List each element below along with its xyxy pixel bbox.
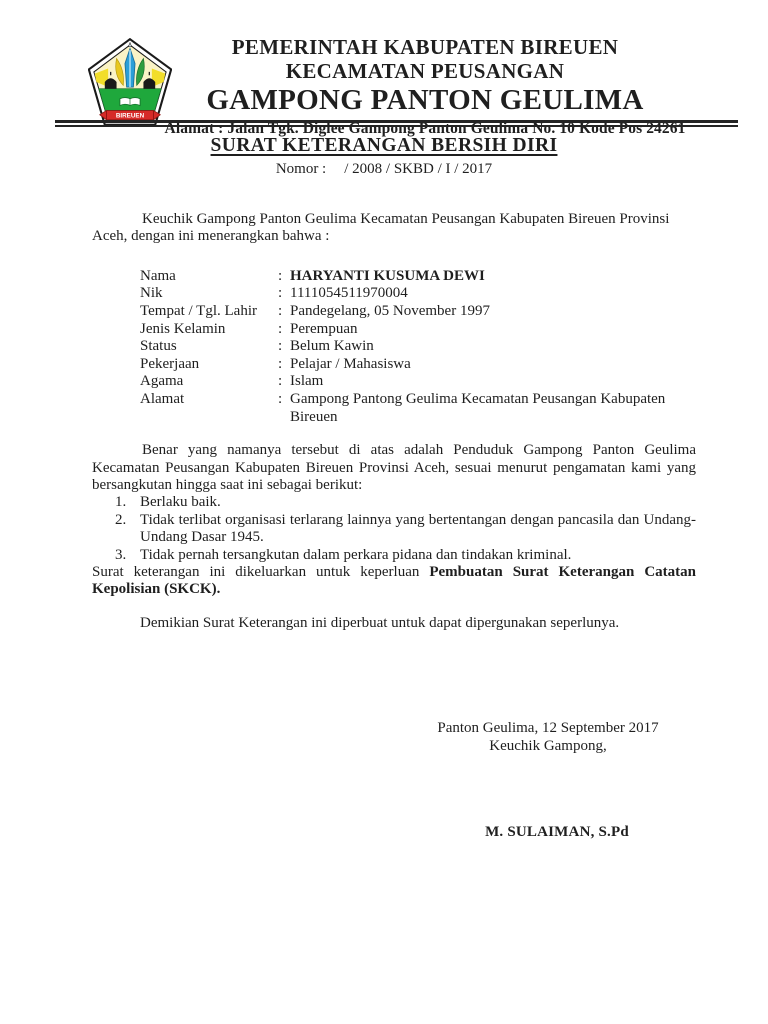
field-value-ttl: Pandegelang, 05 November 1997 (290, 303, 490, 319)
document-number-line (0, 161, 768, 178)
government-name: PEMERINTAH KABUPATEN BIREUEN (231, 35, 619, 59)
field-value-nik: 1111054511970004 (290, 285, 408, 302)
field-colon: : (278, 390, 283, 407)
purpose-paragraph (92, 564, 696, 599)
list-item (92, 547, 696, 564)
field-colon: : (278, 338, 283, 355)
nomor-label: Nomor : (275, 161, 327, 177)
purpose-bold-text: Pembuatan Surat Keterangan Catatan Kepolisian (SKCK). (92, 564, 696, 598)
list-item-text: Tidak terlibat organisasi terlarang lainnya yang bertentangan dengan pancasila dan Undang-Undang Dasar 1945. (140, 511, 696, 546)
field-label: Tempat / Tgl. Lahir (140, 303, 257, 319)
statement-paragraph: Benar yang namanya tersebut di atas adalah Penduduk Gampong Panton Geulima Kecamatan Peusangan Kabupaten Bireuen Provinsi Aceh, sesuai menurut pengamatan kami yang bersangkutan hingga saat ini sebagai berikut: (92, 442, 696, 493)
field-label: Alamat (140, 390, 185, 407)
field-colon: : (278, 267, 283, 284)
nomor-value: / 2008 / SKBD / I / 2017 (344, 161, 493, 177)
list-number: 3. (115, 546, 127, 563)
bireuen-seal-icon (88, 38, 172, 126)
field-label: Jenis Kelamin (140, 320, 226, 337)
title-block (0, 135, 768, 178)
field-label: Nama (140, 267, 176, 284)
signature-name: M. SULAIMAN, S.Pd (485, 824, 629, 840)
field-value-agama: Islam (290, 373, 324, 390)
field-label: Agama (140, 373, 184, 390)
field-colon: : (278, 355, 283, 372)
intro-paragraph: Keuchik Gampong Panton Geulima Kecamatan Peusangan Kabupaten Bireuen Provinsi Aceh, dengan ini menerangkan bahwa : (92, 211, 670, 245)
list-item-text: Berlaku baik. (140, 494, 221, 511)
closing-paragraph: Demikian Surat Keterangan ini diperbuat untuk dapat dipergunakan seperlunya. (140, 614, 620, 631)
purpose-text: Surat keterangan ini dikeluarkan untuk keperluan (92, 564, 430, 580)
field-colon: : (278, 285, 283, 302)
signature-role: Keuchik Gampong, (489, 738, 607, 754)
document-title: SURAT KETERANGAN BERSIH DIRI (210, 135, 558, 156)
list-item (92, 512, 696, 547)
field-colon: : (278, 320, 283, 337)
field-label: Status (140, 338, 177, 355)
village-name: GAMPONG PANTON GEULIMA (206, 84, 644, 117)
district-name: KECAMATAN PEUSANGAN (285, 58, 565, 83)
field-colon: : (278, 303, 283, 319)
field-value-jenis-kelamin: Perempuan (290, 320, 358, 337)
identity-fields (140, 268, 696, 426)
character-list (92, 494, 696, 564)
field-value-alamat: Gampong Pantong Geulima Kecamatan Peusangan Kabupaten Bireuen (290, 390, 666, 425)
list-number: 2. (115, 511, 127, 528)
field-value-nama: HARYANTI KUSUMA DEWI (290, 267, 485, 284)
list-number: 1. (115, 494, 127, 511)
seal-banner-text: BIREUEN (115, 112, 145, 120)
field-value-status: Belum Kawin (290, 338, 374, 355)
signature-block (428, 719, 668, 841)
field-colon: : (278, 373, 283, 390)
field-label: Nik (140, 285, 163, 302)
letterhead-divider (55, 120, 738, 127)
field-value-pekerjaan: Pelajar / Mahasiswa (290, 355, 411, 372)
list-item-text: Tidak pernah tersangkutan dalam perkara pidana dan tindakan kriminal. (140, 546, 572, 563)
signature-place-date: Panton Geulima, 12 September 2017 (437, 720, 659, 736)
letter-body (92, 211, 696, 632)
field-label: Pekerjaan (140, 355, 200, 372)
list-item (92, 494, 696, 511)
letterhead-address: Alamat : Jalan Tgk. Diglee Gampong Panton Geulima No. 10 Kode Pos 24261 (164, 119, 686, 137)
